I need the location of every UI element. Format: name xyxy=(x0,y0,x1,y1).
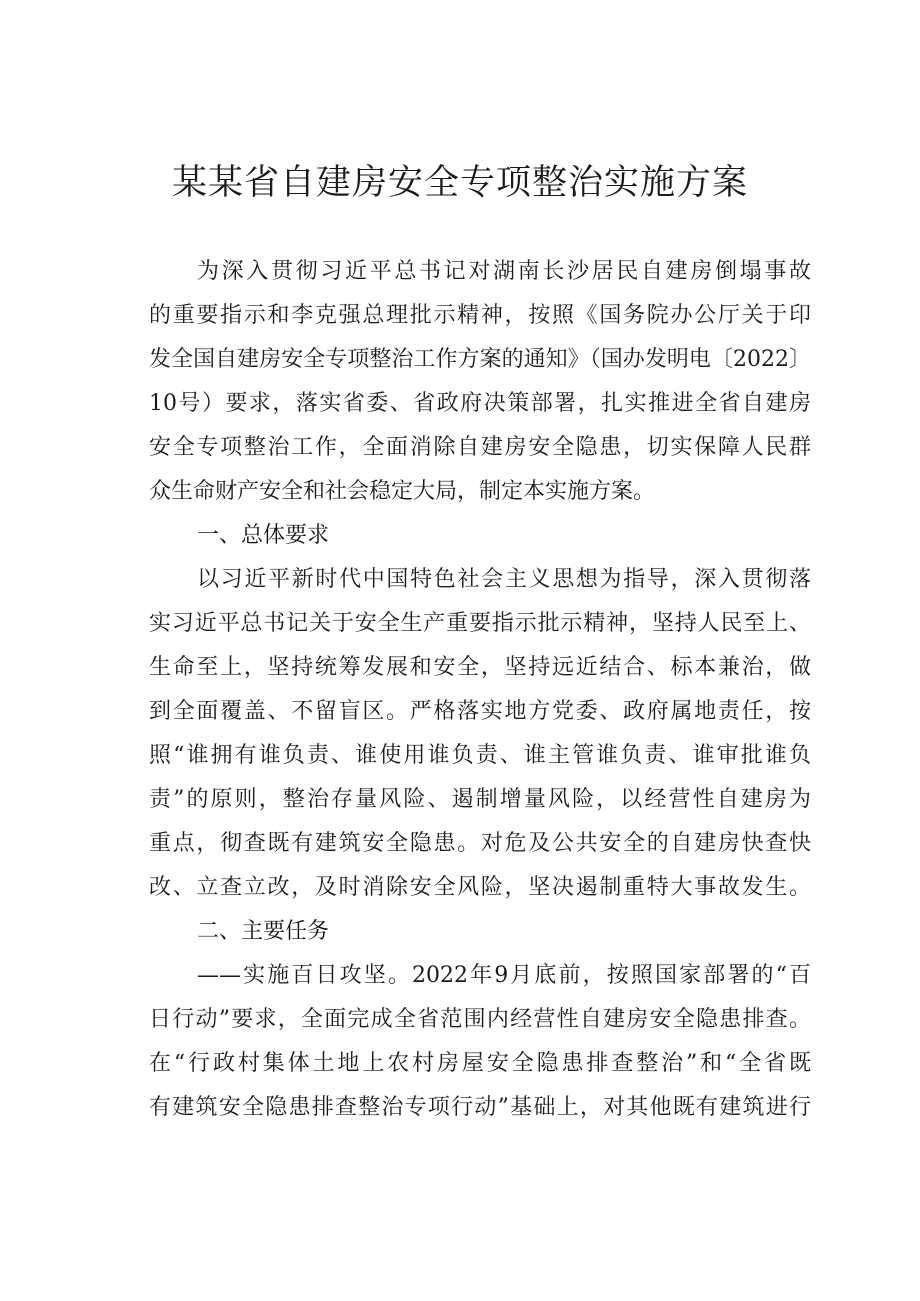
paragraph-line: 照“谁拥有谁负责、谁使用谁负责、谁主管谁负责、谁审批谁负 xyxy=(149,743,811,768)
intro-line: 发全国自建房安全专项整治工作方案的通知》（国办发明电〔2022〕 xyxy=(149,347,811,372)
section-heading-overall-requirements: 一、总体要求 xyxy=(197,523,330,548)
paragraph-line: 实习近平总书记关于安全生产重要指示批示精神，坚持人民至上、 xyxy=(149,611,811,636)
intro-line: 安全专项整治工作，全面消除自建房安全隐患，切实保障人民群 xyxy=(149,435,811,460)
paragraph-line: 以习近平新时代中国特色社会主义思想为指导，深入贯彻落 xyxy=(197,567,811,592)
paragraph-line: 日行动”要求，全面完成全省范围内经营性自建房安全隐患排查。 xyxy=(149,1007,811,1032)
paragraph-line: 生命至上，坚持统筹发展和安全，坚持远近结合、标本兼治，做 xyxy=(149,655,811,680)
section-heading-main-tasks: 二、主要任务 xyxy=(197,919,330,944)
paragraph-line: 在“行政村集体土地上农村房屋安全隐患排查整治”和“全省既 xyxy=(149,1051,811,1076)
intro-line: 的重要指示和李克强总理批示精神，按照《国务院办公厅关于印 xyxy=(149,303,811,328)
paragraph-line: 有建筑安全隐患排查整治专项行动”基础上，对其他既有建筑进行 xyxy=(149,1095,811,1120)
intro-line: 为深入贯彻习近平总书记对湖南长沙居民自建房倒塌事故 xyxy=(197,259,811,284)
intro-line: 众生命财产安全和社会稳定大局，制定本实施方案。 xyxy=(149,479,656,504)
document-title: 某某省自建房安全专项整治实施方案 xyxy=(171,163,748,203)
paragraph-line: ——实施百日攻坚。2022年9月底前，按照国家部署的“百 xyxy=(197,963,811,988)
intro-line: 10号）要求，落实省委、省政府决策部署，扎实推进全省自建房 xyxy=(149,391,811,416)
paragraph-line: 重点，彻查既有建筑安全隐患。对危及公共安全的自建房快查快 xyxy=(149,831,811,856)
paragraph-line: 到全面覆盖、不留盲区。严格落实地方党委、政府属地责任，按 xyxy=(149,699,811,724)
paragraph-line: 改、立查立改，及时消除安全风险，坚决遏制重特大事故发生。 xyxy=(149,875,811,900)
paragraph-line: 责”的原则，整治存量风险、遏制增量风险，以经营性自建房为 xyxy=(149,787,811,812)
